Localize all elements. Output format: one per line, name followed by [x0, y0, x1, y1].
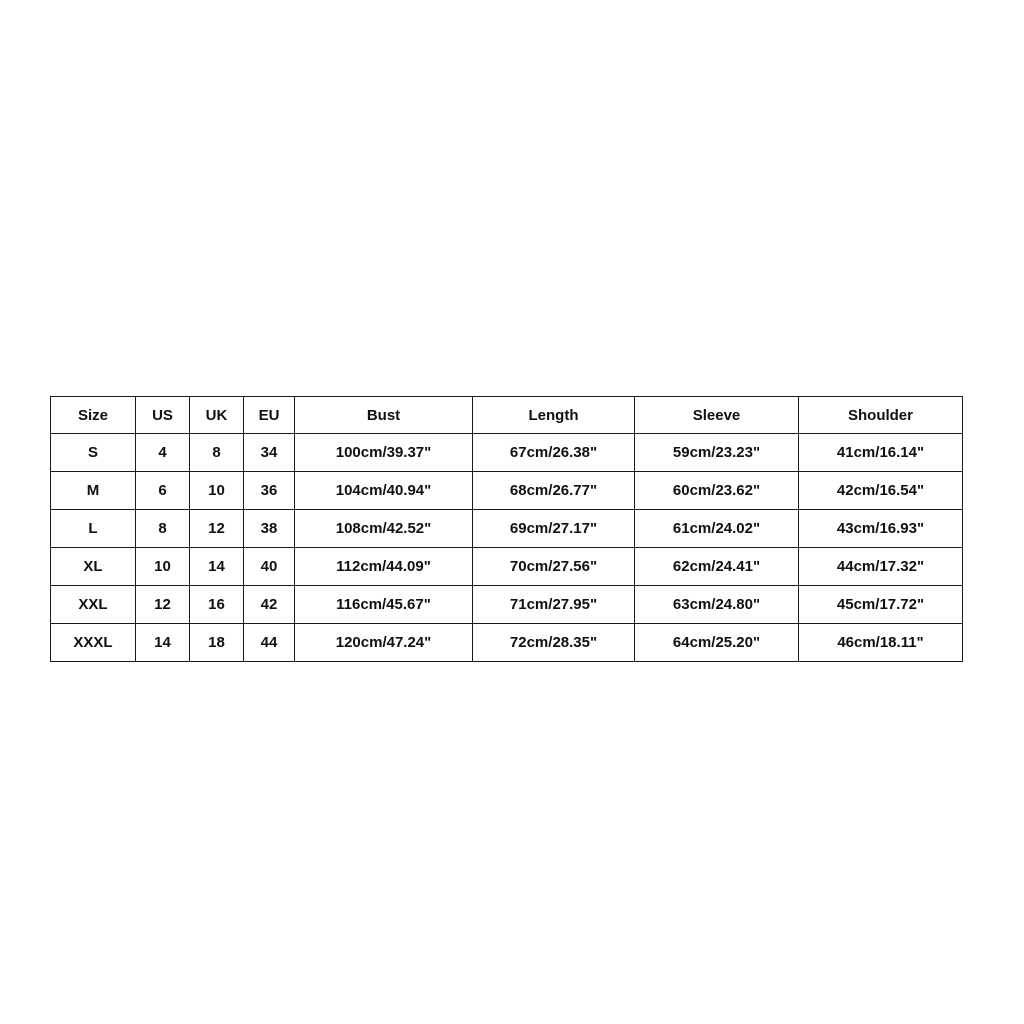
cell-uk: 8 — [190, 434, 244, 472]
cell-length: 67cm/26.38" — [473, 434, 635, 472]
cell-shoulder: 45cm/17.72" — [799, 586, 963, 624]
cell-shoulder: 41cm/16.14" — [799, 434, 963, 472]
cell-length: 71cm/27.95" — [473, 586, 635, 624]
cell-size: XXL — [51, 586, 136, 624]
cell-us: 14 — [136, 624, 190, 662]
cell-us: 6 — [136, 472, 190, 510]
table-row — [51, 472, 963, 510]
cell-length: 70cm/27.56" — [473, 548, 635, 586]
cell-bust: 112cm/44.09" — [295, 548, 473, 586]
cell-uk: 12 — [190, 510, 244, 548]
header-eu: EU — [244, 397, 295, 434]
header-size: Size — [51, 397, 136, 434]
header-shoulder: Shoulder — [799, 397, 963, 434]
cell-us: 4 — [136, 434, 190, 472]
header-length: Length — [473, 397, 635, 434]
cell-size: S — [51, 434, 136, 472]
cell-uk: 10 — [190, 472, 244, 510]
table-row — [51, 510, 963, 548]
cell-bust: 100cm/39.37" — [295, 434, 473, 472]
cell-sleeve: 60cm/23.62" — [635, 472, 799, 510]
cell-uk: 14 — [190, 548, 244, 586]
header-us: US — [136, 397, 190, 434]
cell-size: XXXL — [51, 624, 136, 662]
cell-bust: 120cm/47.24" — [295, 624, 473, 662]
cell-length: 69cm/27.17" — [473, 510, 635, 548]
cell-shoulder: 43cm/16.93" — [799, 510, 963, 548]
cell-sleeve: 64cm/25.20" — [635, 624, 799, 662]
cell-eu: 34 — [244, 434, 295, 472]
cell-eu: 38 — [244, 510, 295, 548]
cell-shoulder: 46cm/18.11" — [799, 624, 963, 662]
cell-size: XL — [51, 548, 136, 586]
cell-sleeve: 63cm/24.80" — [635, 586, 799, 624]
table-row — [51, 586, 963, 624]
cell-uk: 16 — [190, 586, 244, 624]
cell-bust: 108cm/42.52" — [295, 510, 473, 548]
cell-sleeve: 61cm/24.02" — [635, 510, 799, 548]
cell-eu: 36 — [244, 472, 295, 510]
cell-us: 12 — [136, 586, 190, 624]
cell-eu: 42 — [244, 586, 295, 624]
table-row — [51, 624, 963, 662]
header-sleeve: Sleeve — [635, 397, 799, 434]
cell-eu: 44 — [244, 624, 295, 662]
cell-bust: 116cm/45.67" — [295, 586, 473, 624]
cell-size: L — [51, 510, 136, 548]
cell-sleeve: 62cm/24.41" — [635, 548, 799, 586]
cell-bust: 104cm/40.94" — [295, 472, 473, 510]
cell-eu: 40 — [244, 548, 295, 586]
size-chart-table — [50, 396, 963, 662]
header-bust: Bust — [295, 397, 473, 434]
cell-shoulder: 42cm/16.54" — [799, 472, 963, 510]
cell-size: M — [51, 472, 136, 510]
table-row — [51, 548, 963, 586]
cell-sleeve: 59cm/23.23" — [635, 434, 799, 472]
header-row — [51, 397, 963, 434]
cell-shoulder: 44cm/17.32" — [799, 548, 963, 586]
table-row — [51, 434, 963, 472]
cell-uk: 18 — [190, 624, 244, 662]
cell-us: 8 — [136, 510, 190, 548]
cell-length: 72cm/28.35" — [473, 624, 635, 662]
header-uk: UK — [190, 397, 244, 434]
cell-length: 68cm/26.77" — [473, 472, 635, 510]
cell-us: 10 — [136, 548, 190, 586]
